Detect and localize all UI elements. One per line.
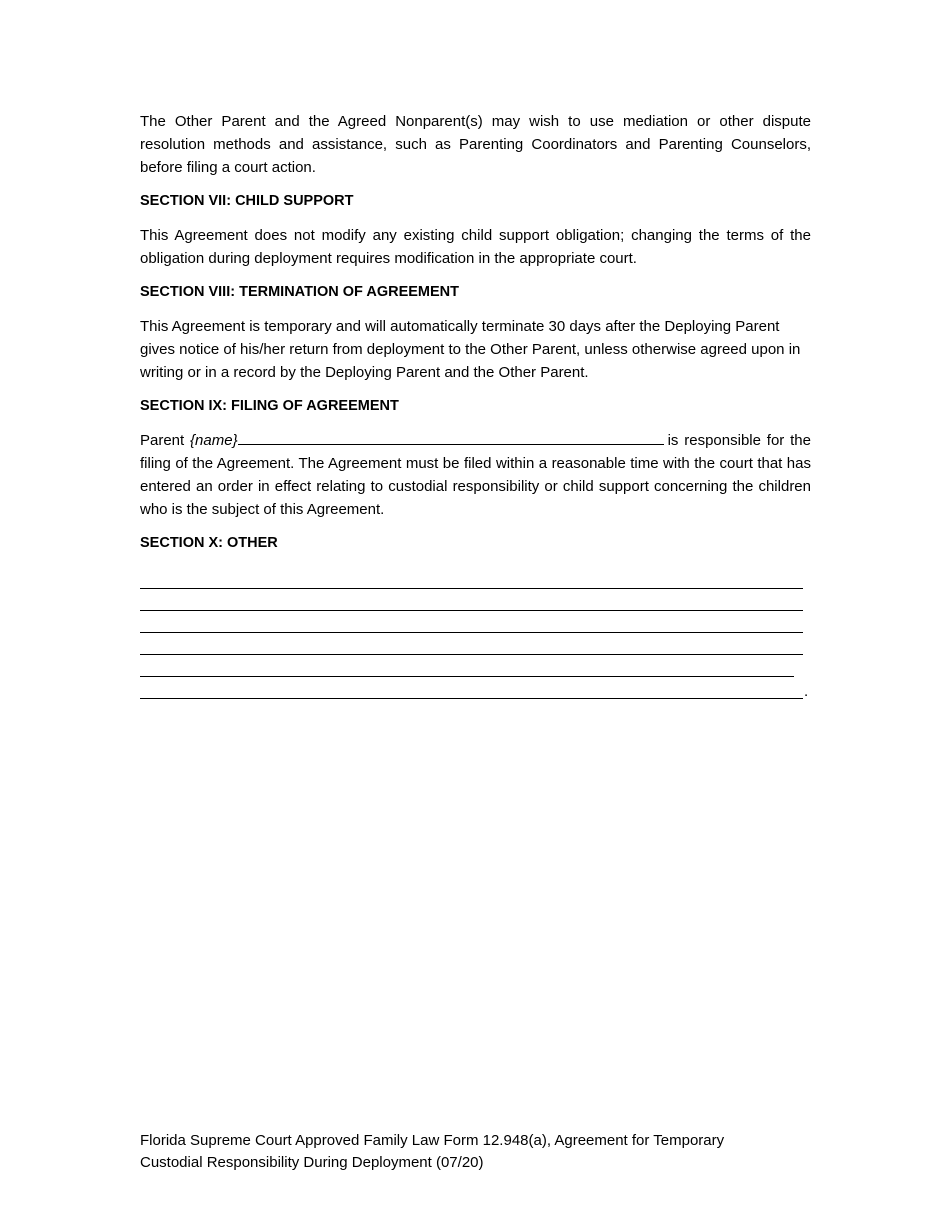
other-line-3[interactable]	[140, 615, 811, 637]
section-x-heading: SECTION X: OTHER	[140, 535, 278, 551]
name-placeholder: {name}	[190, 432, 238, 449]
section-ix-heading: SECTION IX: FILING OF AGREEMENT	[140, 398, 399, 414]
footer-line-2: Custodial Responsibility During Deployment (07/20)	[140, 1154, 484, 1171]
section-ix-text: filing of the Agreement. The Agreement must be filed within a reasonable time with the court that has entered an order in effect relating to custodial responsibility or child support concerning the children who is the subject of this Agreement.	[140, 455, 811, 518]
section-vii-heading: SECTION VII: CHILD SUPPORT	[140, 193, 354, 209]
intro-paragraph: The Other Parent and the Agreed Nonparent(s) may wish to use mediation or other dispute resolution methods and assistance, such as Parenting Coordinators and Parenting Counselors, before filing a court action.	[140, 113, 811, 176]
section-ix-paragraph	[140, 429, 811, 521]
section-vii-text: This Agreement does not modify any existing child support obligation; changing the terms of the obligation during deployment requires modification in the appropriate court.	[140, 227, 811, 267]
form-footer	[140, 1130, 811, 1174]
parent-name-field[interactable]	[238, 429, 664, 445]
other-line-6[interactable]	[140, 681, 811, 703]
other-line-5[interactable]	[140, 659, 811, 681]
document-page	[140, 110, 811, 703]
other-line-1[interactable]	[140, 571, 811, 593]
other-lines	[140, 571, 811, 703]
section-viii-heading: SECTION VIII: TERMINATION OF AGREEMENT	[140, 284, 459, 300]
footer-line-1: Florida Supreme Court Approved Family Law Form 12.948(a), Agreement for Temporary	[140, 1132, 725, 1149]
end-period: .	[804, 683, 809, 700]
other-line-4[interactable]	[140, 637, 811, 659]
other-line-2[interactable]	[140, 593, 811, 615]
responsible-text: is responsible for the	[667, 432, 811, 449]
section-viii-text: This Agreement is temporary and will automatically terminate 30 days after the Deploying Parent gives notice of his/her return from deployment to the Other Parent, unless otherwise agreed upon in writing or in a record by the Deploying Parent and the Other Parent.	[140, 318, 801, 381]
parent-label: Parent	[140, 432, 191, 449]
